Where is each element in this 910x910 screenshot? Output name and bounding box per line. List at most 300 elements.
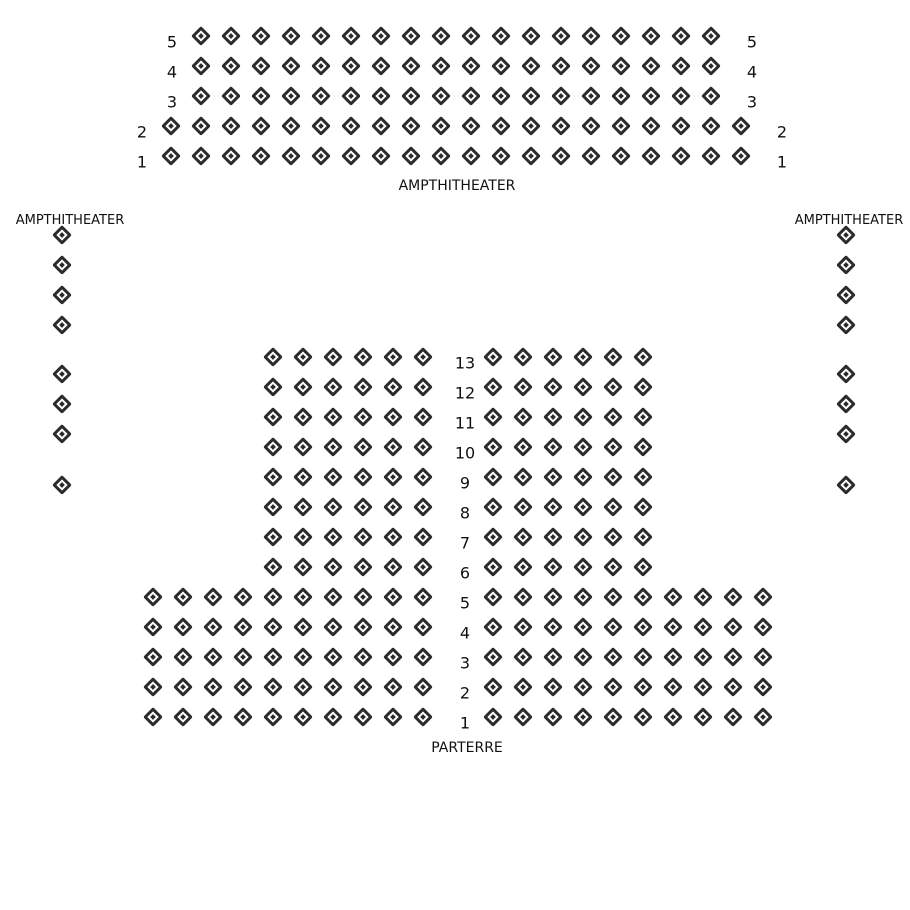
parterre-row-5-left-seat-8[interactable] — [353, 587, 373, 607]
parterre-row-10-right-seat-3[interactable] — [543, 437, 563, 457]
parterre-row-13-left-seat-2[interactable] — [293, 347, 313, 367]
parterre-row-12-left-seat-2[interactable] — [293, 377, 313, 397]
amphitheater-row-2-seat-13[interactable] — [521, 116, 541, 136]
amphitheater-row-4-seat-8[interactable] — [401, 56, 421, 76]
parterre-row-1-left-seat-4[interactable] — [233, 707, 253, 727]
amphitheater-row-2-seat-5[interactable] — [281, 116, 301, 136]
amphitheater-row-2-seat-11[interactable] — [461, 116, 481, 136]
amphitheater-row-5-seat-18[interactable] — [701, 26, 721, 46]
amphitheater-row-1-seat-7[interactable] — [341, 146, 361, 166]
parterre-row-1-left-seat-10[interactable] — [413, 707, 433, 727]
parterre-row-6-left-seat-2[interactable] — [293, 557, 313, 577]
parterre-row-1-left-seat-8[interactable] — [353, 707, 373, 727]
parterre-row-1-left-seat-7[interactable] — [323, 707, 343, 727]
amphitheater-row-5-seat-6[interactable] — [341, 26, 361, 46]
parterre-row-9-right-seat-2[interactable] — [513, 467, 533, 487]
amphitheater-row-1-seat-3[interactable] — [221, 146, 241, 166]
amphitheater-row-5-seat-11[interactable] — [491, 26, 511, 46]
parterre-row-10-left-seat-4[interactable] — [353, 437, 373, 457]
parterre-row-9-right-seat-3[interactable] — [543, 467, 563, 487]
amphitheater-row-5-seat-9[interactable] — [431, 26, 451, 46]
parterre-row-12-right-seat-3[interactable] — [543, 377, 563, 397]
parterre-row-5-left-seat-5[interactable] — [263, 587, 283, 607]
amphitheater-row-3-seat-17[interactable] — [671, 86, 691, 106]
parterre-row-3-left-seat-6[interactable] — [293, 647, 313, 667]
parterre-row-2-right-seat-7[interactable] — [663, 677, 683, 697]
parterre-row-12-left-seat-1[interactable] — [263, 377, 283, 397]
amphitheater-row-5-seat-8[interactable] — [401, 26, 421, 46]
parterre-row-11-left-seat-6[interactable] — [413, 407, 433, 427]
parterre-row-1-right-seat-10[interactable] — [753, 707, 773, 727]
parterre-row-1-right-seat-5[interactable] — [603, 707, 623, 727]
parterre-row-3-left-seat-8[interactable] — [353, 647, 373, 667]
amphitheater-row-3-seat-10[interactable] — [461, 86, 481, 106]
parterre-row-7-left-seat-2[interactable] — [293, 527, 313, 547]
amphitheater-row-1-seat-8[interactable] — [371, 146, 391, 166]
parterre-row-6-right-seat-5[interactable] — [603, 557, 623, 577]
parterre-row-4-right-seat-2[interactable] — [513, 617, 533, 637]
side-left-seat-2[interactable] — [52, 255, 72, 275]
amphitheater-row-1-seat-18[interactable] — [671, 146, 691, 166]
parterre-row-10-right-seat-2[interactable] — [513, 437, 533, 457]
parterre-row-2-left-seat-10[interactable] — [413, 677, 433, 697]
amphitheater-row-4-seat-10[interactable] — [461, 56, 481, 76]
parterre-row-6-left-seat-6[interactable] — [413, 557, 433, 577]
parterre-row-13-right-seat-2[interactable] — [513, 347, 533, 367]
parterre-row-2-right-seat-3[interactable] — [543, 677, 563, 697]
parterre-row-5-right-seat-4[interactable] — [573, 587, 593, 607]
amphitheater-row-4-seat-11[interactable] — [491, 56, 511, 76]
parterre-row-3-right-seat-10[interactable] — [753, 647, 773, 667]
parterre-row-2-right-seat-4[interactable] — [573, 677, 593, 697]
parterre-row-4-right-seat-8[interactable] — [693, 617, 713, 637]
amphitheater-row-2-seat-14[interactable] — [551, 116, 571, 136]
side-right-seat-8[interactable] — [836, 475, 856, 495]
parterre-row-4-right-seat-7[interactable] — [663, 617, 683, 637]
amphitheater-row-3-seat-5[interactable] — [311, 86, 331, 106]
side-left-seat-8[interactable] — [52, 475, 72, 495]
parterre-row-4-right-seat-9[interactable] — [723, 617, 743, 637]
parterre-row-4-left-seat-6[interactable] — [293, 617, 313, 637]
parterre-row-11-left-seat-2[interactable] — [293, 407, 313, 427]
parterre-row-10-right-seat-6[interactable] — [633, 437, 653, 457]
amphitheater-row-2-seat-7[interactable] — [341, 116, 361, 136]
parterre-row-2-right-seat-8[interactable] — [693, 677, 713, 697]
amphitheater-row-5-seat-15[interactable] — [611, 26, 631, 46]
parterre-row-2-left-seat-4[interactable] — [233, 677, 253, 697]
parterre-row-5-left-seat-7[interactable] — [323, 587, 343, 607]
parterre-row-6-right-seat-6[interactable] — [633, 557, 653, 577]
amphitheater-row-5-seat-5[interactable] — [311, 26, 331, 46]
amphitheater-row-2-seat-15[interactable] — [581, 116, 601, 136]
parterre-row-9-right-seat-4[interactable] — [573, 467, 593, 487]
parterre-row-6-right-seat-2[interactable] — [513, 557, 533, 577]
parterre-row-2-right-seat-6[interactable] — [633, 677, 653, 697]
parterre-row-7-right-seat-5[interactable] — [603, 527, 623, 547]
amphitheater-row-4-seat-12[interactable] — [521, 56, 541, 76]
amphitheater-row-4-seat-9[interactable] — [431, 56, 451, 76]
parterre-row-9-left-seat-4[interactable] — [353, 467, 373, 487]
parterre-row-3-right-seat-8[interactable] — [693, 647, 713, 667]
parterre-row-2-left-seat-3[interactable] — [203, 677, 223, 697]
amphitheater-row-1-seat-10[interactable] — [431, 146, 451, 166]
amphitheater-row-3-seat-1[interactable] — [191, 86, 211, 106]
parterre-row-13-right-seat-3[interactable] — [543, 347, 563, 367]
parterre-row-4-right-seat-3[interactable] — [543, 617, 563, 637]
amphitheater-row-1-seat-14[interactable] — [551, 146, 571, 166]
parterre-row-5-right-seat-6[interactable] — [633, 587, 653, 607]
parterre-row-4-left-seat-1[interactable] — [143, 617, 163, 637]
parterre-row-7-left-seat-5[interactable] — [383, 527, 403, 547]
amphitheater-row-1-seat-2[interactable] — [191, 146, 211, 166]
amphitheater-row-2-seat-18[interactable] — [671, 116, 691, 136]
side-right-seat-4[interactable] — [836, 315, 856, 335]
parterre-row-5-left-seat-4[interactable] — [233, 587, 253, 607]
side-right-seat-7[interactable] — [836, 424, 856, 444]
parterre-row-7-left-seat-1[interactable] — [263, 527, 283, 547]
amphitheater-row-1-seat-17[interactable] — [641, 146, 661, 166]
parterre-row-6-left-seat-5[interactable] — [383, 557, 403, 577]
parterre-row-11-left-seat-5[interactable] — [383, 407, 403, 427]
amphitheater-row-2-seat-1[interactable] — [161, 116, 181, 136]
parterre-row-1-left-seat-5[interactable] — [263, 707, 283, 727]
parterre-row-3-left-seat-5[interactable] — [263, 647, 283, 667]
parterre-row-6-right-seat-1[interactable] — [483, 557, 503, 577]
parterre-row-2-left-seat-8[interactable] — [353, 677, 373, 697]
parterre-row-7-right-seat-1[interactable] — [483, 527, 503, 547]
parterre-row-5-right-seat-5[interactable] — [603, 587, 623, 607]
parterre-row-6-right-seat-4[interactable] — [573, 557, 593, 577]
parterre-row-11-right-seat-6[interactable] — [633, 407, 653, 427]
parterre-row-10-left-seat-6[interactable] — [413, 437, 433, 457]
parterre-row-5-right-seat-3[interactable] — [543, 587, 563, 607]
parterre-row-8-left-seat-3[interactable] — [323, 497, 343, 517]
amphitheater-row-4-seat-6[interactable] — [341, 56, 361, 76]
amphitheater-row-5-seat-2[interactable] — [221, 26, 241, 46]
amphitheater-row-3-seat-11[interactable] — [491, 86, 511, 106]
parterre-row-2-left-seat-2[interactable] — [173, 677, 193, 697]
parterre-row-3-left-seat-9[interactable] — [383, 647, 403, 667]
parterre-row-8-left-seat-2[interactable] — [293, 497, 313, 517]
parterre-row-11-right-seat-5[interactable] — [603, 407, 623, 427]
parterre-row-8-right-seat-5[interactable] — [603, 497, 623, 517]
parterre-row-5-right-seat-9[interactable] — [723, 587, 743, 607]
amphitheater-row-1-seat-15[interactable] — [581, 146, 601, 166]
amphitheater-row-4-seat-15[interactable] — [611, 56, 631, 76]
parterre-row-10-left-seat-1[interactable] — [263, 437, 283, 457]
amphitheater-row-5-seat-1[interactable] — [191, 26, 211, 46]
amphitheater-row-4-seat-18[interactable] — [701, 56, 721, 76]
amphitheater-row-3-seat-4[interactable] — [281, 86, 301, 106]
parterre-row-13-right-seat-4[interactable] — [573, 347, 593, 367]
parterre-row-4-left-seat-5[interactable] — [263, 617, 283, 637]
parterre-row-4-left-seat-10[interactable] — [413, 617, 433, 637]
parterre-row-12-left-seat-4[interactable] — [353, 377, 373, 397]
amphitheater-row-1-seat-13[interactable] — [521, 146, 541, 166]
side-left-seat-4[interactable] — [52, 315, 72, 335]
amphitheater-row-1-seat-9[interactable] — [401, 146, 421, 166]
parterre-row-13-left-seat-3[interactable] — [323, 347, 343, 367]
parterre-row-1-left-seat-3[interactable] — [203, 707, 223, 727]
parterre-row-12-right-seat-5[interactable] — [603, 377, 623, 397]
side-left-seat-7[interactable] — [52, 424, 72, 444]
parterre-row-5-left-seat-6[interactable] — [293, 587, 313, 607]
parterre-row-5-right-seat-2[interactable] — [513, 587, 533, 607]
side-right-seat-5[interactable] — [836, 364, 856, 384]
parterre-row-1-right-seat-6[interactable] — [633, 707, 653, 727]
amphitheater-row-2-seat-20[interactable] — [731, 116, 751, 136]
amphitheater-row-4-seat-16[interactable] — [641, 56, 661, 76]
parterre-row-12-left-seat-3[interactable] — [323, 377, 343, 397]
amphitheater-row-3-seat-12[interactable] — [521, 86, 541, 106]
parterre-row-1-left-seat-1[interactable] — [143, 707, 163, 727]
amphitheater-row-2-seat-17[interactable] — [641, 116, 661, 136]
parterre-row-3-left-seat-1[interactable] — [143, 647, 163, 667]
parterre-row-1-left-seat-9[interactable] — [383, 707, 403, 727]
parterre-row-3-right-seat-9[interactable] — [723, 647, 743, 667]
parterre-row-4-left-seat-4[interactable] — [233, 617, 253, 637]
parterre-row-8-left-seat-4[interactable] — [353, 497, 373, 517]
parterre-row-8-right-seat-1[interactable] — [483, 497, 503, 517]
parterre-row-3-left-seat-4[interactable] — [233, 647, 253, 667]
parterre-row-11-right-seat-3[interactable] — [543, 407, 563, 427]
parterre-row-2-left-seat-7[interactable] — [323, 677, 343, 697]
parterre-row-1-left-seat-6[interactable] — [293, 707, 313, 727]
parterre-row-5-right-seat-1[interactable] — [483, 587, 503, 607]
parterre-row-8-left-seat-5[interactable] — [383, 497, 403, 517]
amphitheater-row-3-seat-15[interactable] — [611, 86, 631, 106]
amphitheater-row-2-seat-4[interactable] — [251, 116, 271, 136]
parterre-row-13-left-seat-1[interactable] — [263, 347, 283, 367]
parterre-row-4-right-seat-6[interactable] — [633, 617, 653, 637]
amphitheater-row-5-seat-4[interactable] — [281, 26, 301, 46]
parterre-row-4-left-seat-9[interactable] — [383, 617, 403, 637]
parterre-row-1-left-seat-2[interactable] — [173, 707, 193, 727]
parterre-row-3-right-seat-1[interactable] — [483, 647, 503, 667]
parterre-row-11-left-seat-1[interactable] — [263, 407, 283, 427]
side-left-seat-3[interactable] — [52, 285, 72, 305]
amphitheater-row-3-seat-16[interactable] — [641, 86, 661, 106]
amphitheater-row-3-seat-2[interactable] — [221, 86, 241, 106]
parterre-row-10-left-seat-5[interactable] — [383, 437, 403, 457]
amphitheater-row-5-seat-17[interactable] — [671, 26, 691, 46]
amphitheater-row-1-seat-20[interactable] — [731, 146, 751, 166]
parterre-row-7-left-seat-6[interactable] — [413, 527, 433, 547]
parterre-row-5-right-seat-10[interactable] — [753, 587, 773, 607]
amphitheater-row-3-seat-14[interactable] — [581, 86, 601, 106]
parterre-row-1-right-seat-2[interactable] — [513, 707, 533, 727]
amphitheater-row-3-seat-9[interactable] — [431, 86, 451, 106]
parterre-row-8-right-seat-3[interactable] — [543, 497, 563, 517]
parterre-row-1-right-seat-3[interactable] — [543, 707, 563, 727]
amphitheater-row-4-seat-3[interactable] — [251, 56, 271, 76]
side-left-seat-1[interactable] — [52, 225, 72, 245]
parterre-row-6-left-seat-4[interactable] — [353, 557, 373, 577]
parterre-row-9-right-seat-5[interactable] — [603, 467, 623, 487]
parterre-row-8-right-seat-2[interactable] — [513, 497, 533, 517]
amphitheater-row-5-seat-3[interactable] — [251, 26, 271, 46]
amphitheater-row-1-seat-6[interactable] — [311, 146, 331, 166]
amphitheater-row-2-seat-10[interactable] — [431, 116, 451, 136]
amphitheater-row-1-seat-5[interactable] — [281, 146, 301, 166]
amphitheater-row-1-seat-1[interactable] — [161, 146, 181, 166]
parterre-row-3-right-seat-4[interactable] — [573, 647, 593, 667]
parterre-row-2-right-seat-9[interactable] — [723, 677, 743, 697]
parterre-row-12-right-seat-1[interactable] — [483, 377, 503, 397]
parterre-row-3-left-seat-10[interactable] — [413, 647, 433, 667]
amphitheater-row-4-seat-4[interactable] — [281, 56, 301, 76]
parterre-row-9-left-seat-3[interactable] — [323, 467, 343, 487]
parterre-row-4-left-seat-8[interactable] — [353, 617, 373, 637]
amphitheater-row-5-seat-12[interactable] — [521, 26, 541, 46]
side-right-seat-1[interactable] — [836, 225, 856, 245]
amphitheater-row-3-seat-6[interactable] — [341, 86, 361, 106]
parterre-row-4-right-seat-10[interactable] — [753, 617, 773, 637]
parterre-row-9-left-seat-6[interactable] — [413, 467, 433, 487]
amphitheater-row-3-seat-3[interactable] — [251, 86, 271, 106]
amphitheater-row-1-seat-16[interactable] — [611, 146, 631, 166]
parterre-row-3-left-seat-2[interactable] — [173, 647, 193, 667]
parterre-row-7-left-seat-4[interactable] — [353, 527, 373, 547]
parterre-row-11-left-seat-3[interactable] — [323, 407, 343, 427]
parterre-row-7-left-seat-3[interactable] — [323, 527, 343, 547]
amphitheater-row-4-seat-14[interactable] — [581, 56, 601, 76]
parterre-row-3-left-seat-7[interactable] — [323, 647, 343, 667]
amphitheater-row-5-seat-16[interactable] — [641, 26, 661, 46]
parterre-row-11-right-seat-1[interactable] — [483, 407, 503, 427]
amphitheater-row-5-seat-14[interactable] — [581, 26, 601, 46]
amphitheater-row-3-seat-13[interactable] — [551, 86, 571, 106]
parterre-row-10-right-seat-5[interactable] — [603, 437, 623, 457]
parterre-row-7-right-seat-3[interactable] — [543, 527, 563, 547]
parterre-row-8-left-seat-1[interactable] — [263, 497, 283, 517]
amphitheater-row-2-seat-16[interactable] — [611, 116, 631, 136]
parterre-row-2-left-seat-6[interactable] — [293, 677, 313, 697]
parterre-row-11-left-seat-4[interactable] — [353, 407, 373, 427]
amphitheater-row-2-seat-8[interactable] — [371, 116, 391, 136]
parterre-row-4-right-seat-4[interactable] — [573, 617, 593, 637]
parterre-row-7-right-seat-4[interactable] — [573, 527, 593, 547]
parterre-row-6-left-seat-3[interactable] — [323, 557, 343, 577]
parterre-row-10-right-seat-4[interactable] — [573, 437, 593, 457]
parterre-row-2-right-seat-1[interactable] — [483, 677, 503, 697]
amphitheater-row-4-seat-2[interactable] — [221, 56, 241, 76]
side-left-seat-5[interactable] — [52, 364, 72, 384]
parterre-row-5-left-seat-1[interactable] — [143, 587, 163, 607]
parterre-row-10-left-seat-3[interactable] — [323, 437, 343, 457]
parterre-row-1-right-seat-4[interactable] — [573, 707, 593, 727]
amphitheater-row-2-seat-19[interactable] — [701, 116, 721, 136]
parterre-row-3-right-seat-6[interactable] — [633, 647, 653, 667]
side-right-seat-6[interactable] — [836, 394, 856, 414]
parterre-row-13-left-seat-4[interactable] — [353, 347, 373, 367]
amphitheater-row-2-seat-2[interactable] — [191, 116, 211, 136]
amphitheater-row-4-seat-5[interactable] — [311, 56, 331, 76]
parterre-row-3-right-seat-3[interactable] — [543, 647, 563, 667]
amphitheater-row-1-seat-11[interactable] — [461, 146, 481, 166]
amphitheater-row-5-seat-10[interactable] — [461, 26, 481, 46]
amphitheater-row-4-seat-7[interactable] — [371, 56, 391, 76]
parterre-row-11-right-seat-2[interactable] — [513, 407, 533, 427]
parterre-row-9-left-seat-5[interactable] — [383, 467, 403, 487]
parterre-row-6-right-seat-3[interactable] — [543, 557, 563, 577]
parterre-row-3-right-seat-7[interactable] — [663, 647, 683, 667]
parterre-row-1-right-seat-9[interactable] — [723, 707, 743, 727]
parterre-row-12-left-seat-5[interactable] — [383, 377, 403, 397]
parterre-row-7-right-seat-6[interactable] — [633, 527, 653, 547]
parterre-row-5-right-seat-8[interactable] — [693, 587, 713, 607]
parterre-row-13-right-seat-6[interactable] — [633, 347, 653, 367]
amphitheater-row-5-seat-7[interactable] — [371, 26, 391, 46]
amphitheater-row-3-seat-8[interactable] — [401, 86, 421, 106]
parterre-row-9-left-seat-2[interactable] — [293, 467, 313, 487]
parterre-row-5-left-seat-3[interactable] — [203, 587, 223, 607]
parterre-row-2-right-seat-10[interactable] — [753, 677, 773, 697]
parterre-row-2-left-seat-1[interactable] — [143, 677, 163, 697]
parterre-row-5-right-seat-7[interactable] — [663, 587, 683, 607]
parterre-row-12-left-seat-6[interactable] — [413, 377, 433, 397]
parterre-row-12-right-seat-6[interactable] — [633, 377, 653, 397]
side-right-seat-2[interactable] — [836, 255, 856, 275]
side-left-seat-6[interactable] — [52, 394, 72, 414]
parterre-row-2-left-seat-9[interactable] — [383, 677, 403, 697]
amphitheater-row-1-seat-12[interactable] — [491, 146, 511, 166]
amphitheater-row-3-seat-18[interactable] — [701, 86, 721, 106]
parterre-row-5-left-seat-2[interactable] — [173, 587, 193, 607]
parterre-row-1-right-seat-1[interactable] — [483, 707, 503, 727]
parterre-row-1-right-seat-8[interactable] — [693, 707, 713, 727]
amphitheater-row-1-seat-19[interactable] — [701, 146, 721, 166]
parterre-row-7-right-seat-2[interactable] — [513, 527, 533, 547]
parterre-row-11-right-seat-4[interactable] — [573, 407, 593, 427]
amphitheater-row-2-seat-12[interactable] — [491, 116, 511, 136]
parterre-row-9-left-seat-1[interactable] — [263, 467, 283, 487]
amphitheater-row-2-seat-9[interactable] — [401, 116, 421, 136]
parterre-row-4-left-seat-3[interactable] — [203, 617, 223, 637]
parterre-row-9-right-seat-1[interactable] — [483, 467, 503, 487]
parterre-row-9-right-seat-6[interactable] — [633, 467, 653, 487]
parterre-row-13-right-seat-5[interactable] — [603, 347, 623, 367]
parterre-row-5-left-seat-10[interactable] — [413, 587, 433, 607]
parterre-row-3-right-seat-5[interactable] — [603, 647, 623, 667]
parterre-row-2-left-seat-5[interactable] — [263, 677, 283, 697]
parterre-row-8-left-seat-6[interactable] — [413, 497, 433, 517]
parterre-row-3-left-seat-3[interactable] — [203, 647, 223, 667]
amphitheater-row-1-seat-4[interactable] — [251, 146, 271, 166]
parterre-row-13-left-seat-5[interactable] — [383, 347, 403, 367]
parterre-row-2-right-seat-5[interactable] — [603, 677, 623, 697]
side-right-seat-3[interactable] — [836, 285, 856, 305]
parterre-row-12-right-seat-4[interactable] — [573, 377, 593, 397]
parterre-row-10-left-seat-2[interactable] — [293, 437, 313, 457]
amphitheater-row-2-seat-3[interactable] — [221, 116, 241, 136]
parterre-row-10-right-seat-1[interactable] — [483, 437, 503, 457]
parterre-row-4-left-seat-2[interactable] — [173, 617, 193, 637]
parterre-row-6-left-seat-1[interactable] — [263, 557, 283, 577]
parterre-row-13-right-seat-1[interactable] — [483, 347, 503, 367]
parterre-row-5-left-seat-9[interactable] — [383, 587, 403, 607]
amphitheater-row-5-seat-13[interactable] — [551, 26, 571, 46]
parterre-row-4-right-seat-1[interactable] — [483, 617, 503, 637]
parterre-row-12-right-seat-2[interactable] — [513, 377, 533, 397]
amphitheater-row-4-seat-13[interactable] — [551, 56, 571, 76]
amphitheater-row-3-seat-7[interactable] — [371, 86, 391, 106]
parterre-row-2-right-seat-2[interactable] — [513, 677, 533, 697]
parterre-row-8-right-seat-6[interactable] — [633, 497, 653, 517]
amphitheater-row-4-seat-17[interactable] — [671, 56, 691, 76]
parterre-row-4-left-seat-7[interactable] — [323, 617, 343, 637]
parterre-row-13-left-seat-6[interactable] — [413, 347, 433, 367]
